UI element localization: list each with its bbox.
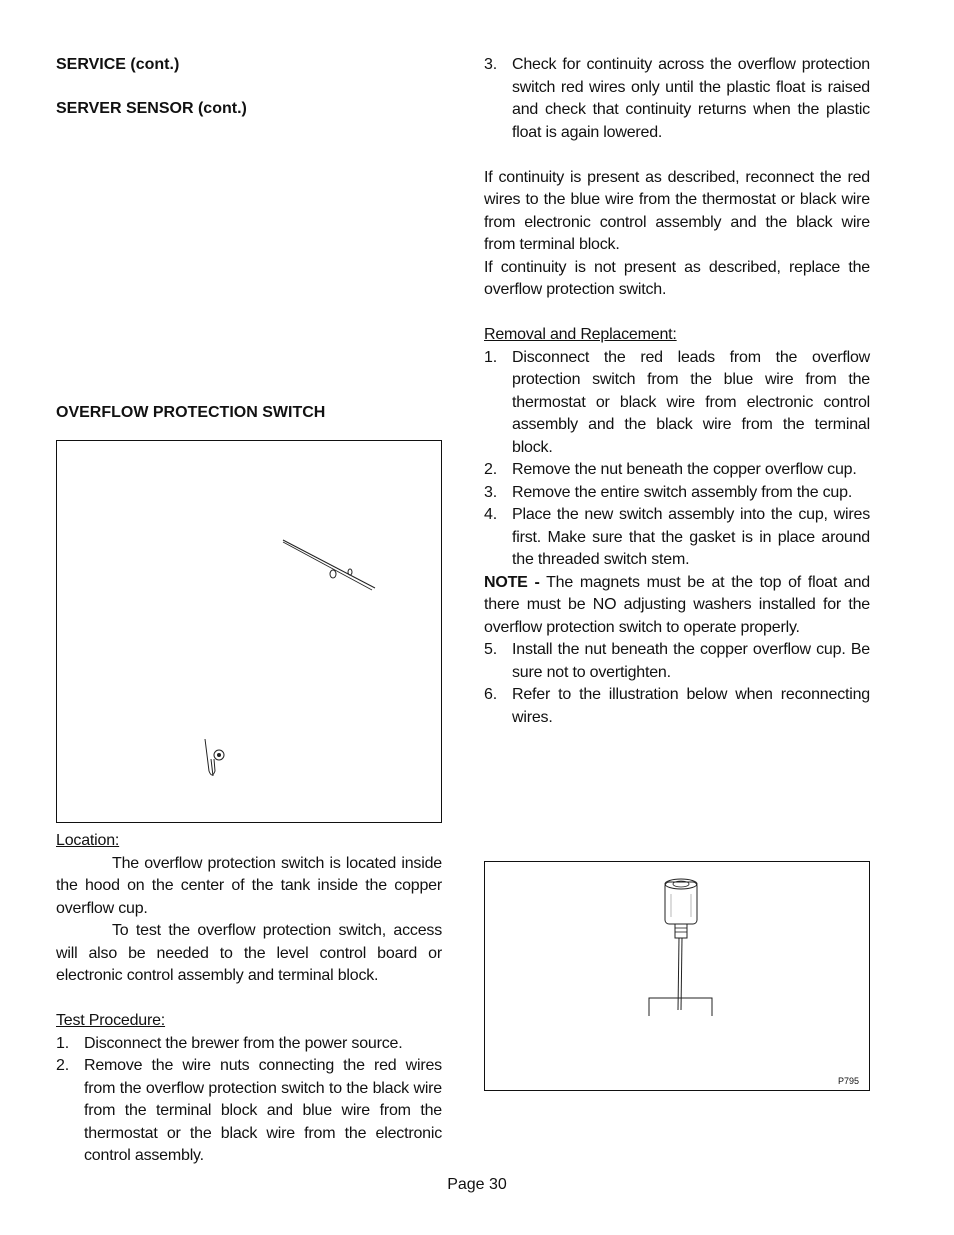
left-lower-text [56,830,442,1168]
continuity-paragraph-1: If continuity is present as described, reconnect the red wires to the blue wire from the thermostat or black wire from electronic control assembly and the black wire from terminal block. [484,168,870,253]
list-item [56,1055,442,1168]
step-text: Check for continuity across the overflow protection switch red wires only until the plastic float is raised and check that continuity returns when the plastic float is again lowered. [512,56,870,141]
float-switch-illustration [485,862,868,1089]
overflow-switch-figure [56,440,442,823]
left-column [56,54,442,424]
step-text: Refer to the illustration below when reconnecting wires. [512,686,870,726]
note-label: NOTE - [484,573,540,591]
step-text: Remove the wire nuts connecting the red wires from the overflow protection switch to the black wire from the terminal block and blue wire from the thermostat or the black wire from the electronic control assembly. [84,1057,442,1164]
step-text: Disconnect the brewer from the power source. [84,1034,403,1052]
note-text: The magnets must be at the top of float and there must be NO adjusting washers installed for the overflow protection switch to operate properly. [484,573,870,636]
step-text: Place the new switch assembly into the cup, wires first. Make sure that the gasket is in place around the threaded switch stem. [512,506,870,568]
removal-label: Removal and Replacement: [484,326,677,343]
location-paragraph-2: To test the overflow protection switch, access will also be needed to the level control board or electronic control assembly and terminal block. [56,922,442,984]
overflow-heading: OVERFLOW PROTECTION SWITCH [56,404,326,421]
step-number: 6. [484,686,497,703]
list-item [484,54,870,144]
list-item [484,347,870,460]
location-label: Location: [56,832,120,849]
step-text: Install the nut beneath the copper overflow cup. Be sure not to overtighten. [512,641,870,681]
test-procedure-label: Test Procedure: [56,1012,166,1029]
list-item [484,684,870,729]
step-number: 4. [484,506,497,523]
step-number: 2. [484,461,497,478]
figure-code: P795 [837,1076,859,1086]
wiring-figure [484,861,870,1091]
list-item [56,1033,442,1056]
removal-steps-list-b [484,639,870,729]
step-number: 1. [56,1034,69,1052]
service-heading: SERVICE (cont.) [56,56,180,73]
sensor-heading: SERVER SENSOR (cont.) [56,100,247,117]
test-step-3 [484,54,870,144]
removal-steps-list-a [484,347,870,572]
note-paragraph [484,572,870,640]
step-text: Disconnect the red leads from the overflow protection switch from the blue wire from the thermostat or black wire from electronic control assembly and the black wire from the terminal block. [512,348,870,456]
list-item [484,459,870,482]
page-number: Page 30 [447,1176,507,1193]
overflow-switch-illustration [57,441,440,821]
step-number: 3. [484,56,497,73]
step-number: 1. [484,348,497,366]
step-text: Remove the entire switch assembly from the cup. [512,483,853,501]
right-column [484,54,870,729]
step-number: 3. [484,483,497,501]
test-steps-list [56,1033,442,1168]
list-item [484,504,870,572]
step-number: 5. [484,641,497,658]
list-item [484,482,870,505]
step-text: Remove the nut beneath the copper overflow cup. [512,461,857,478]
continuity-paragraph-2: If continuity is not present as described, replace the overflow protection switch. [484,258,870,298]
step-number: 2. [56,1057,69,1074]
list-item [484,639,870,684]
location-paragraph-1: The overflow protection switch is located inside the hood on the center of the tank inside the copper overflow cup. [56,854,442,917]
